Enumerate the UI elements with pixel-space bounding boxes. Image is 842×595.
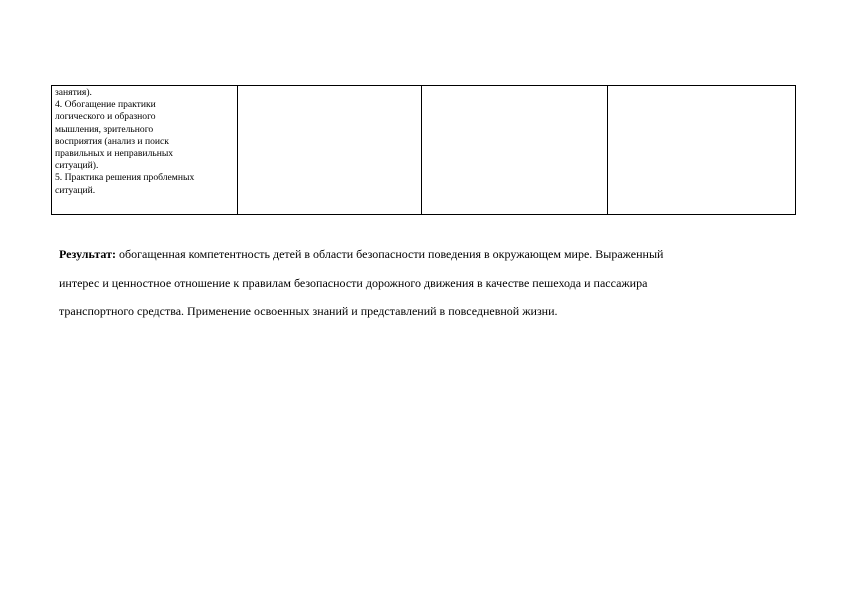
cell-line: логического и образного: [55, 111, 156, 123]
table-cell-empty: [238, 86, 422, 215]
cell-line: правильных и неправильных: [55, 148, 174, 160]
cell-line: мышления, зрительного: [55, 123, 154, 135]
cell-line: ситуаций).: [55, 160, 99, 172]
table-cell-empty: [608, 86, 796, 215]
cell-line: ситуаций.: [55, 184, 96, 196]
result-label: Результат:: [59, 247, 117, 261]
plan-table: [51, 85, 796, 215]
table-row: [52, 86, 796, 215]
table-cell-content: [52, 86, 238, 215]
cell-line: 4. Обогащение практики: [55, 99, 156, 111]
cell-line: 5. Практика решения проблемных: [55, 172, 195, 184]
table-cell-empty: [422, 86, 608, 215]
result-line: [59, 240, 779, 269]
result-paragraph: [59, 240, 779, 326]
result-line: интерес и ценностное отношение к правилам безопасности дорожного движения в качестве пешехода и пассажира: [59, 275, 648, 290]
result-line: транспортного средства. Применение освоенных знаний и представлений в повседневной жизни.: [59, 304, 558, 318]
result-text: обогащенная компетентность детей в области безопасности поведения в окружающем мире. Выраженный: [116, 247, 664, 261]
cell-line: занятия).: [55, 87, 92, 98]
cell-line: восприятия (анализ и поиск: [55, 135, 169, 147]
cell-text: [52, 86, 237, 198]
